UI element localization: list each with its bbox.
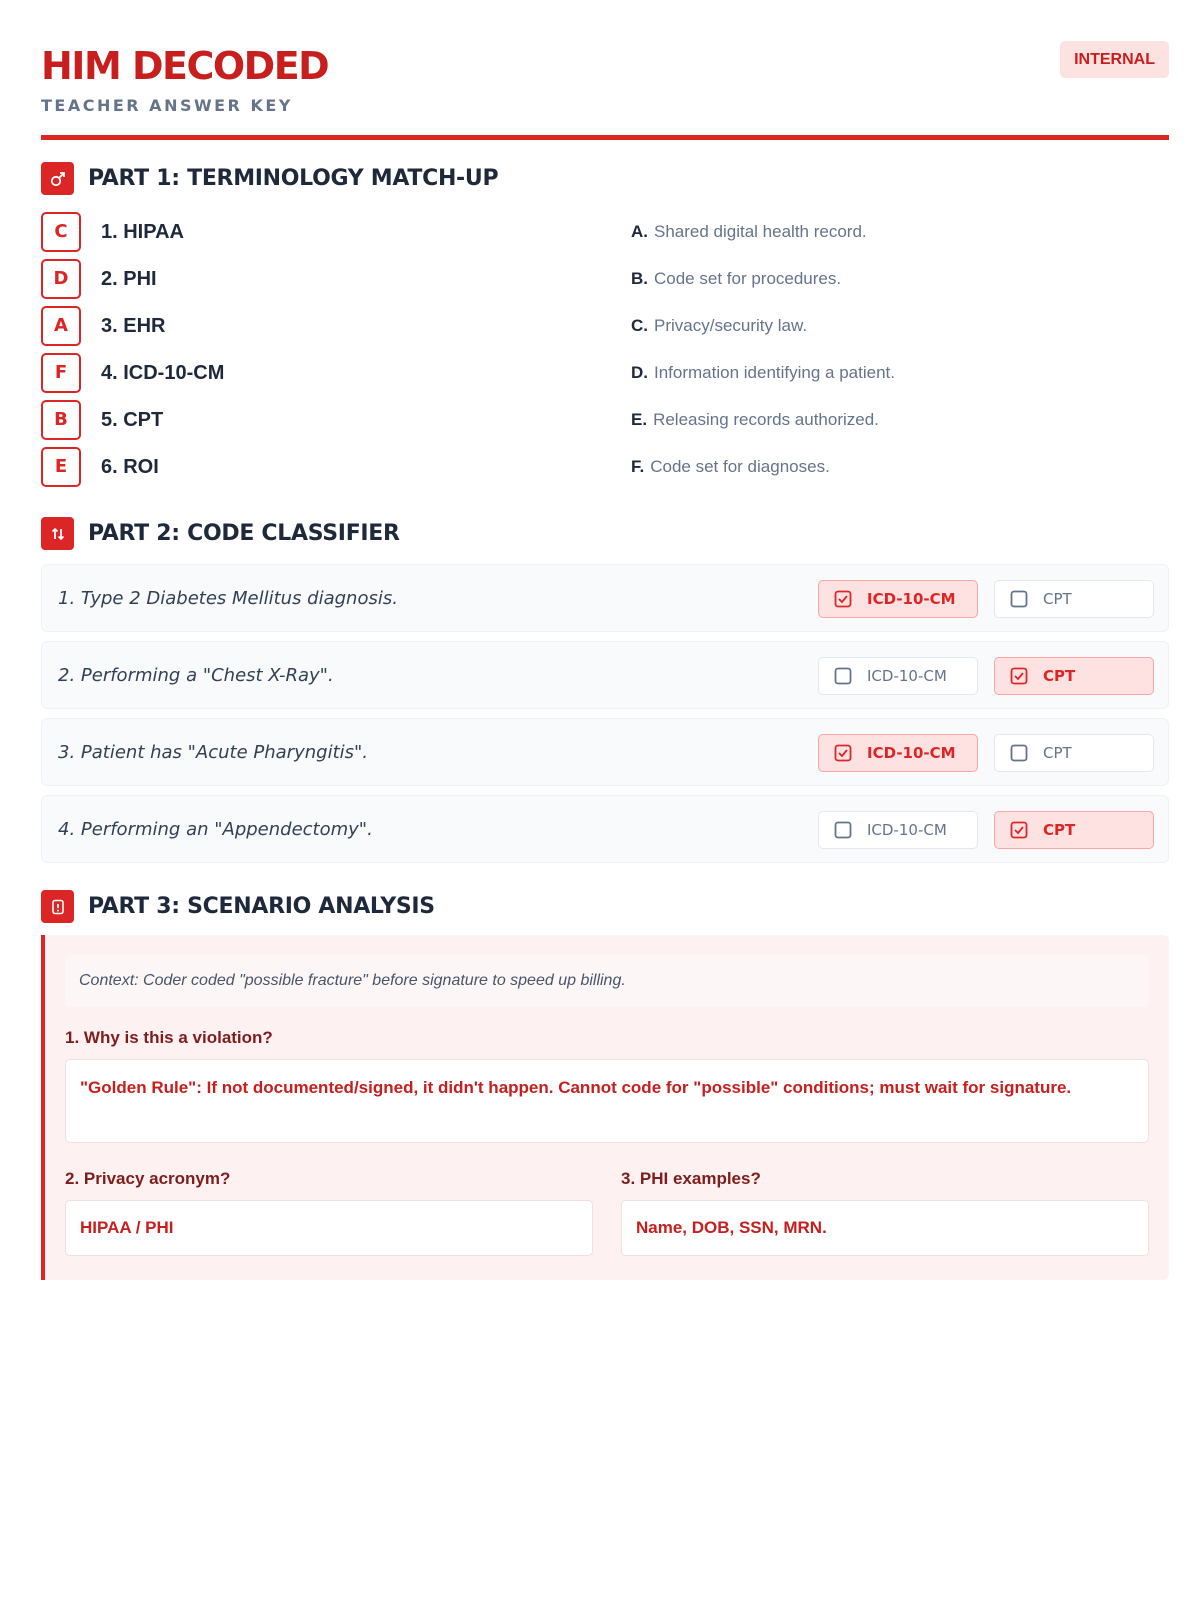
option-cpt[interactable] [994,580,1154,618]
classifier-row [41,795,1169,863]
checkbox-checked-icon [1009,820,1029,840]
classifier-row [41,564,1169,632]
match-definition [631,353,895,393]
definition-text: Privacy/security law. [654,316,808,335]
answer-key-page [41,0,1169,1237]
question-3-answer[interactable]: Name, DOB, SSN, MRN. [621,1200,1149,1256]
definition-letter: F. [631,457,645,476]
question-1-label: 1. Why is this a violation? [65,1028,273,1047]
classifier-row [41,641,1169,709]
match-term: 3. EHR [101,315,166,337]
option-label: ICD-10-CM [867,667,947,685]
option-icd-10-cm[interactable] [818,657,978,695]
option-label: ICD-10-CM [867,821,947,839]
option-label: ICD-10-CM [867,590,956,608]
checkbox-checked-icon [1009,666,1029,686]
match-answer-box[interactable]: F [41,353,81,393]
gender-male-icon [41,162,74,195]
match-term: 2. PHI [101,268,157,290]
match-definition [631,212,867,252]
checkbox-checked-icon [833,743,853,763]
sort-icon [41,517,74,550]
part3-header [41,890,435,923]
definition-text: Code set for procedures. [654,269,842,288]
match-definition [631,259,841,299]
option-cpt[interactable] [994,657,1154,695]
definition-text: Shared digital health record. [654,222,867,241]
match-answer-box[interactable]: B [41,400,81,440]
page-subtitle: TEACHER ANSWER KEY [41,96,293,115]
option-cpt[interactable] [994,811,1154,849]
definition-text: Releasing records authorized. [653,410,879,429]
part2-title: PART 2: CODE CLASSIFIER [88,521,400,546]
option-label: CPT [1043,590,1072,608]
part2-header [41,517,400,550]
part1-header [41,162,498,195]
option-label: CPT [1043,821,1076,839]
match-answer-box[interactable]: E [41,447,81,487]
page-header [41,0,1169,140]
match-term: 1. HIPAA [101,221,184,243]
part1-title: PART 1: TERMINOLOGY MATCH-UP [88,166,499,191]
match-row [41,400,1169,440]
option-label: ICD-10-CM [867,744,956,762]
classifier-question: 1. Type 2 Diabetes Mellitus diagnosis. [58,588,398,609]
match-definition [631,400,879,440]
classifier-row [41,718,1169,786]
match-row [41,306,1169,346]
match-term: 5. CPT [101,409,164,431]
match-row [41,353,1169,393]
match-row [41,259,1169,299]
option-cpt[interactable] [994,734,1154,772]
checkbox-empty-icon [1009,589,1029,609]
classifier-question: 2. Performing a "Chest X-Ray". [58,665,334,686]
definition-text: Information identifying a patient. [654,363,895,382]
definition-letter: D. [631,363,648,382]
option-label: CPT [1043,667,1076,685]
match-term: 6. ROI [101,456,159,478]
option-icd-10-cm[interactable] [818,580,978,618]
definition-letter: E. [631,410,648,429]
definition-letter: C. [631,316,648,335]
scenario-context: Context: Coder coded "possible fracture" before signature to speed up billing. [65,955,1149,1007]
brand-title: HIM DECODED [41,44,329,88]
alert-document-icon [41,890,74,923]
question-2-label: 2. Privacy acronym? [65,1169,231,1188]
question-1-answer[interactable]: "Golden Rule": If not documented/signed, it didn't happen. Cannot code for "possible" conditions; must wait for signature. [65,1059,1149,1143]
match-row [41,212,1169,252]
definition-letter: A. [631,222,648,241]
match-definition [631,306,807,346]
checkbox-empty-icon [1009,743,1029,763]
internal-badge: INTERNAL [1060,41,1169,78]
match-definition [631,447,830,487]
definition-text: Code set for diagnoses. [650,457,830,476]
checkbox-empty-icon [833,666,853,686]
option-icd-10-cm[interactable] [818,811,978,849]
definition-letter: B. [631,269,648,288]
match-term: 4. ICD-10-CM [101,362,225,384]
question-3-label: 3. PHI examples? [621,1169,761,1188]
match-row [41,447,1169,487]
part3-title: PART 3: SCENARIO ANALYSIS [88,894,435,919]
question-2-answer[interactable]: HIPAA / PHI [65,1200,593,1256]
classifier-question: 3. Patient has "Acute Pharyngitis". [58,742,369,763]
scenario-panel [41,935,1169,1280]
match-answer-box[interactable]: A [41,306,81,346]
match-answer-box[interactable]: C [41,212,81,252]
option-icd-10-cm[interactable] [818,734,978,772]
match-answer-box[interactable]: D [41,259,81,299]
classifier-question: 4. Performing an "Appendectomy". [58,819,373,840]
checkbox-checked-icon [833,589,853,609]
option-label: CPT [1043,744,1072,762]
checkbox-empty-icon [833,820,853,840]
